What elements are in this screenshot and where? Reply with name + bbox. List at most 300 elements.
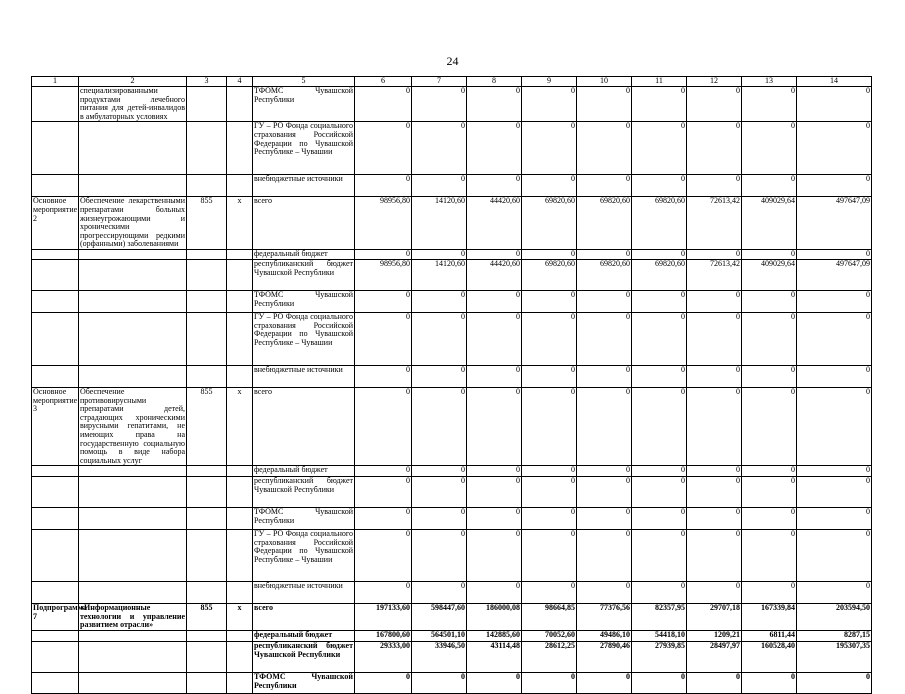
amount-cell: 69820,60 <box>577 259 632 290</box>
amount-cell: 0 <box>355 477 412 508</box>
measure-label-cell <box>32 673 79 694</box>
code-cell <box>227 582 253 604</box>
amount-cell: 72613,42 <box>687 197 742 250</box>
amount-cell: 0 <box>797 530 872 582</box>
amount-cell: 0 <box>522 582 577 604</box>
gov-code-cell <box>187 477 227 508</box>
measure-label-cell <box>32 312 79 365</box>
amount-cell: 0 <box>632 582 687 604</box>
amount-cell: 0 <box>355 387 412 465</box>
table-header-row <box>32 77 872 87</box>
measure-label-cell <box>32 530 79 582</box>
table-row <box>32 582 872 604</box>
amount-cell: 8287,15 <box>797 631 872 642</box>
table-row <box>32 122 872 175</box>
funding-source-cell: ТФОМС Чувашской Республики <box>253 673 355 694</box>
amount-cell: 0 <box>412 387 467 465</box>
code-cell <box>227 365 253 387</box>
amount-cell: 497647,09 <box>797 259 872 290</box>
funding-source-cell: республиканский бюджет Чувашской Республики <box>253 259 355 290</box>
measure-label-cell <box>32 508 79 530</box>
funding-source-cell: ТФОМС Чувашской Республики <box>253 290 355 312</box>
amount-cell: 409029,64 <box>742 197 797 250</box>
table-row <box>32 197 872 250</box>
amount-cell: 0 <box>687 466 742 477</box>
amount-cell: 0 <box>632 508 687 530</box>
amount-cell: 98956,80 <box>355 259 412 290</box>
amount-cell: 0 <box>797 582 872 604</box>
measure-label-cell <box>32 175 79 197</box>
amount-cell: 0 <box>632 290 687 312</box>
funding-source-cell: ТФОМС Чувашской Республики <box>253 508 355 530</box>
amount-cell: 0 <box>467 290 522 312</box>
funding-source-cell: всего <box>253 197 355 250</box>
measure-name-cell: Обеспечение противовирусными препаратами детей, страдающих хроническими вирусными гепатитами, не имеющих права на государственную социальную помощь в виде набора социальных услуг <box>80 386 185 465</box>
measure-name-cell <box>79 477 187 508</box>
measure-name-cell <box>79 312 187 365</box>
amount-cell: 0 <box>797 673 872 694</box>
measure-label-cell <box>32 631 79 642</box>
amount-cell: 0 <box>577 582 632 604</box>
amount-cell: 28497,97 <box>687 642 742 673</box>
code-cell <box>227 631 253 642</box>
measure-name-cell: Обеспечение лекарственными препаратами больных жизнеугрожающими и хроническими прогрессирующими редкими (орфанными) заболеваниями <box>80 196 185 249</box>
table-row <box>32 290 872 312</box>
gov-code-cell <box>187 466 227 477</box>
amount-cell: 0 <box>467 122 522 175</box>
amount-cell: 0 <box>632 249 687 259</box>
amount-cell: 0 <box>522 387 577 465</box>
amount-cell: 0 <box>412 312 467 365</box>
amount-cell: 0 <box>355 290 412 312</box>
measure-label-cell <box>32 582 79 604</box>
funding-source-cell: внебюджетные источники <box>253 365 355 387</box>
amount-cell: 0 <box>412 122 467 175</box>
amount-cell: 14120,60 <box>412 259 467 290</box>
measure-name-cell <box>79 259 187 290</box>
amount-cell: 44420,60 <box>467 259 522 290</box>
code-cell <box>227 477 253 508</box>
measure-label-cell <box>32 249 79 259</box>
amount-cell: 0 <box>522 508 577 530</box>
measure-label-cell <box>32 477 79 508</box>
measure-label-cell <box>32 122 79 175</box>
amount-cell: 0 <box>522 673 577 694</box>
table-row <box>32 530 872 582</box>
amount-cell: 564501,10 <box>412 631 467 642</box>
page-number: 24 <box>446 54 459 68</box>
measure-name-cell <box>79 290 187 312</box>
amount-cell: 0 <box>577 477 632 508</box>
measure-name-cell <box>79 466 187 477</box>
amount-cell: 0 <box>577 290 632 312</box>
table-row <box>32 642 872 673</box>
amount-cell: 0 <box>742 122 797 175</box>
code-cell <box>227 87 253 122</box>
amount-cell: 0 <box>467 365 522 387</box>
code-cell: x <box>227 387 253 465</box>
amount-cell: 0 <box>522 312 577 365</box>
header-cell: 2 <box>79 77 187 87</box>
header-cell: 14 <box>797 77 872 87</box>
amount-cell: 0 <box>577 365 632 387</box>
amount-cell: 29333,00 <box>355 642 412 673</box>
code-cell <box>227 175 253 197</box>
amount-cell: 0 <box>687 673 742 694</box>
amount-cell: 0 <box>742 249 797 259</box>
measure-label-cell <box>32 259 79 290</box>
amount-cell: 0 <box>577 530 632 582</box>
table-row <box>32 87 872 122</box>
amount-cell: 0 <box>632 365 687 387</box>
amount-cell: 0 <box>577 175 632 197</box>
table-row <box>32 312 872 365</box>
measure-label-cell: Основное мероприятие 2 <box>32 197 79 250</box>
code-cell <box>227 259 253 290</box>
table-row <box>32 249 872 259</box>
gov-code-cell <box>187 249 227 259</box>
amount-cell: 0 <box>577 673 632 694</box>
code-cell <box>227 466 253 477</box>
table-row <box>32 466 872 477</box>
amount-cell: 98664,85 <box>522 604 577 631</box>
header-cell: 12 <box>687 77 742 87</box>
amount-cell: 497647,09 <box>797 197 872 250</box>
measure-label-cell <box>32 290 79 312</box>
amount-cell: 0 <box>742 312 797 365</box>
funding-source-cell: всего <box>253 387 355 465</box>
gov-code-cell <box>187 122 227 175</box>
amount-cell: 0 <box>742 175 797 197</box>
amount-cell: 27939,85 <box>632 642 687 673</box>
amount-cell: 160528,40 <box>742 642 797 673</box>
amount-cell: 44420,60 <box>467 197 522 250</box>
amount-cell: 0 <box>687 87 742 122</box>
amount-cell: 0 <box>687 249 742 259</box>
amount-cell: 0 <box>355 87 412 122</box>
measure-name-cell <box>79 508 187 530</box>
amount-cell: 0 <box>412 365 467 387</box>
measure-name-cell <box>79 673 187 694</box>
funding-source-cell: республиканский бюджет Чувашской Республики <box>253 642 355 673</box>
amount-cell: 72613,42 <box>687 259 742 290</box>
header-cell: 3 <box>187 77 227 87</box>
gov-code-cell <box>187 582 227 604</box>
amount-cell: 0 <box>522 175 577 197</box>
measure-name-cell <box>79 175 187 197</box>
amount-cell: 82357,95 <box>632 604 687 631</box>
header-cell: 13 <box>742 77 797 87</box>
funding-source-cell: ГУ – РО Фонда социального страхования Российской Федерации по Чувашской Республике – Чувашии <box>253 530 355 582</box>
amount-cell: 69820,60 <box>632 197 687 250</box>
gov-code-cell: 855 <box>187 197 227 250</box>
measure-name-cell <box>79 365 187 387</box>
measure-name-cell: специализированными продуктами лечебного питания для детей-инвалидов в амбулаторных условиях <box>80 86 185 121</box>
amount-cell: 54418,10 <box>632 631 687 642</box>
amount-cell: 167339,84 <box>742 604 797 631</box>
code-cell <box>227 312 253 365</box>
gov-code-cell <box>187 259 227 290</box>
gov-code-cell <box>187 290 227 312</box>
header-cell: 10 <box>577 77 632 87</box>
amount-cell: 27890,46 <box>577 642 632 673</box>
gov-code-cell <box>187 642 227 673</box>
amount-cell: 0 <box>412 582 467 604</box>
measure-label-cell: Основное мероприятие 3 <box>32 387 79 465</box>
amount-cell: 203594,50 <box>797 604 872 631</box>
amount-cell: 0 <box>797 312 872 365</box>
measure-label-cell <box>32 365 79 387</box>
measure-name-cell <box>79 642 187 673</box>
header-cell: 7 <box>412 77 467 87</box>
amount-cell: 0 <box>797 249 872 259</box>
amount-cell: 0 <box>797 387 872 465</box>
amount-cell: 0 <box>687 175 742 197</box>
funding-source-cell: внебюджетные источники <box>253 582 355 604</box>
amount-cell: 0 <box>742 673 797 694</box>
header-cell: 9 <box>522 77 577 87</box>
amount-cell: 0 <box>687 312 742 365</box>
amount-cell: 0 <box>797 477 872 508</box>
gov-code-cell <box>187 312 227 365</box>
gov-code-cell <box>187 175 227 197</box>
gov-code-cell <box>187 87 227 122</box>
amount-cell: 0 <box>522 365 577 387</box>
amount-cell: 0 <box>742 87 797 122</box>
amount-cell: 0 <box>355 673 412 694</box>
amount-cell: 28612,25 <box>522 642 577 673</box>
code-cell <box>227 530 253 582</box>
amount-cell: 0 <box>355 175 412 197</box>
amount-cell: 0 <box>577 387 632 465</box>
gov-code-cell: 855 <box>187 604 227 631</box>
amount-cell: 69820,60 <box>632 259 687 290</box>
gov-code-cell <box>187 631 227 642</box>
amount-cell: 0 <box>467 477 522 508</box>
header-cell: 1 <box>32 77 79 87</box>
amount-cell: 33946,50 <box>412 642 467 673</box>
amount-cell: 0 <box>797 466 872 477</box>
amount-cell: 0 <box>467 508 522 530</box>
table-row <box>32 604 872 631</box>
amount-cell: 167800,60 <box>355 631 412 642</box>
amount-cell: 0 <box>412 530 467 582</box>
amount-cell: 0 <box>632 87 687 122</box>
amount-cell: 0 <box>522 466 577 477</box>
amount-cell: 0 <box>467 87 522 122</box>
financing-table <box>31 76 872 694</box>
amount-cell: 77376,56 <box>577 604 632 631</box>
amount-cell: 98956,80 <box>355 197 412 250</box>
measure-name-cell: «Информационные технологии и управление развитием отрасли» <box>80 603 185 630</box>
amount-cell: 69820,60 <box>522 259 577 290</box>
code-cell <box>227 642 253 673</box>
amount-cell: 0 <box>522 122 577 175</box>
amount-cell: 0 <box>687 582 742 604</box>
amount-cell: 0 <box>742 290 797 312</box>
amount-cell: 0 <box>797 87 872 122</box>
amount-cell: 0 <box>797 175 872 197</box>
amount-cell: 0 <box>412 508 467 530</box>
amount-cell: 0 <box>355 466 412 477</box>
amount-cell: 0 <box>355 249 412 259</box>
amount-cell: 0 <box>522 530 577 582</box>
amount-cell: 0 <box>355 122 412 175</box>
amount-cell: 0 <box>412 477 467 508</box>
table-row <box>32 259 872 290</box>
funding-source-cell: ГУ – РО Фонда социального страхования Российской Федерации по Чувашской Республике – Чувашии <box>253 122 355 175</box>
amount-cell: 0 <box>412 290 467 312</box>
amount-cell: 0 <box>467 466 522 477</box>
amount-cell: 0 <box>687 365 742 387</box>
measure-label-cell <box>32 87 79 122</box>
header-cell: 6 <box>355 77 412 87</box>
measure-name-cell <box>79 249 187 259</box>
amount-cell: 0 <box>412 175 467 197</box>
table-row <box>32 508 872 530</box>
amount-cell: 0 <box>632 122 687 175</box>
amount-cell: 197133,60 <box>355 604 412 631</box>
amount-cell: 69820,60 <box>522 197 577 250</box>
amount-cell: 0 <box>355 312 412 365</box>
amount-cell: 0 <box>632 312 687 365</box>
amount-cell: 0 <box>742 387 797 465</box>
header-cell: 4 <box>227 77 253 87</box>
measure-name-cell <box>79 631 187 642</box>
amount-cell: 70052,60 <box>522 631 577 642</box>
header-cell: 8 <box>467 77 522 87</box>
amount-cell: 0 <box>467 530 522 582</box>
amount-cell: 0 <box>355 508 412 530</box>
gov-code-cell <box>187 530 227 582</box>
gov-code-cell: 855 <box>187 387 227 465</box>
amount-cell: 0 <box>742 530 797 582</box>
amount-cell: 0 <box>467 673 522 694</box>
amount-cell: 0 <box>742 477 797 508</box>
table-row <box>32 477 872 508</box>
amount-cell: 0 <box>742 365 797 387</box>
amount-cell: 14120,60 <box>412 197 467 250</box>
table-row <box>32 175 872 197</box>
table-row <box>32 631 872 642</box>
funding-source-cell: внебюджетные источники <box>253 175 355 197</box>
amount-cell: 598447,60 <box>412 604 467 631</box>
amount-cell: 0 <box>797 365 872 387</box>
amount-cell: 6811,44 <box>742 631 797 642</box>
code-cell <box>227 122 253 175</box>
amount-cell: 0 <box>577 122 632 175</box>
amount-cell: 0 <box>467 387 522 465</box>
amount-cell: 0 <box>467 582 522 604</box>
amount-cell: 0 <box>355 530 412 582</box>
measure-name-cell <box>79 582 187 604</box>
amount-cell: 195307,35 <box>797 642 872 673</box>
funding-source-cell: федеральный бюджет <box>253 466 355 477</box>
funding-source-cell: республиканский бюджет Чувашской Республики <box>253 477 355 508</box>
amount-cell: 409029,64 <box>742 259 797 290</box>
amount-cell: 0 <box>632 175 687 197</box>
gov-code-cell <box>187 508 227 530</box>
amount-cell: 0 <box>687 530 742 582</box>
amount-cell: 0 <box>797 290 872 312</box>
amount-cell: 0 <box>355 365 412 387</box>
amount-cell: 0 <box>797 508 872 530</box>
amount-cell: 43114,48 <box>467 642 522 673</box>
amount-cell: 186000,08 <box>467 604 522 631</box>
amount-cell: 0 <box>687 122 742 175</box>
amount-cell: 0 <box>577 466 632 477</box>
funding-source-cell: ТФОМС Чувашской Республики <box>253 87 355 122</box>
amount-cell: 0 <box>412 673 467 694</box>
amount-cell: 0 <box>522 290 577 312</box>
gov-code-cell <box>187 673 227 694</box>
amount-cell: 0 <box>355 582 412 604</box>
amount-cell: 49486,10 <box>577 631 632 642</box>
funding-source-cell: всего <box>253 604 355 631</box>
amount-cell: 0 <box>742 582 797 604</box>
measure-label-cell <box>32 642 79 673</box>
code-cell <box>227 673 253 694</box>
amount-cell: 0 <box>522 249 577 259</box>
measure-name-cell <box>79 530 187 582</box>
amount-cell: 0 <box>632 673 687 694</box>
amount-cell: 0 <box>632 466 687 477</box>
header-cell: 5 <box>253 77 355 87</box>
amount-cell: 69820,60 <box>577 197 632 250</box>
amount-cell: 0 <box>632 530 687 582</box>
amount-cell: 0 <box>742 508 797 530</box>
amount-cell: 0 <box>467 175 522 197</box>
header-cell: 11 <box>632 77 687 87</box>
table-row <box>32 673 872 694</box>
amount-cell: 0 <box>522 477 577 508</box>
amount-cell: 0 <box>522 87 577 122</box>
amount-cell: 0 <box>577 508 632 530</box>
code-cell <box>227 249 253 259</box>
amount-cell: 0 <box>412 249 467 259</box>
measure-label-cell: Подпрограмма 7 <box>32 604 79 631</box>
measure-name-cell <box>79 122 187 175</box>
amount-cell: 0 <box>467 249 522 259</box>
funding-source-cell: ГУ – РО Фонда социального страхования Российской Федерации по Чувашской Республике – Чувашии <box>253 312 355 365</box>
table-row <box>32 387 872 465</box>
measure-label-cell <box>32 466 79 477</box>
amount-cell: 0 <box>687 508 742 530</box>
amount-cell: 29707,18 <box>687 604 742 631</box>
amount-cell: 0 <box>632 477 687 508</box>
amount-cell: 0 <box>742 466 797 477</box>
code-cell <box>227 508 253 530</box>
funding-source-cell: федеральный бюджет <box>253 249 355 259</box>
code-cell: x <box>227 197 253 250</box>
amount-cell: 0 <box>467 312 522 365</box>
code-cell: x <box>227 604 253 631</box>
amount-cell: 0 <box>577 87 632 122</box>
amount-cell: 0 <box>412 87 467 122</box>
table-row <box>32 365 872 387</box>
funding-source-cell: федеральный бюджет <box>253 631 355 642</box>
amount-cell: 1209,21 <box>687 631 742 642</box>
gov-code-cell <box>187 365 227 387</box>
amount-cell: 0 <box>577 249 632 259</box>
amount-cell: 0 <box>412 466 467 477</box>
amount-cell: 0 <box>577 312 632 365</box>
amount-cell: 0 <box>687 290 742 312</box>
amount-cell: 0 <box>687 477 742 508</box>
code-cell <box>227 290 253 312</box>
amount-cell: 0 <box>687 387 742 465</box>
amount-cell: 142885,60 <box>467 631 522 642</box>
